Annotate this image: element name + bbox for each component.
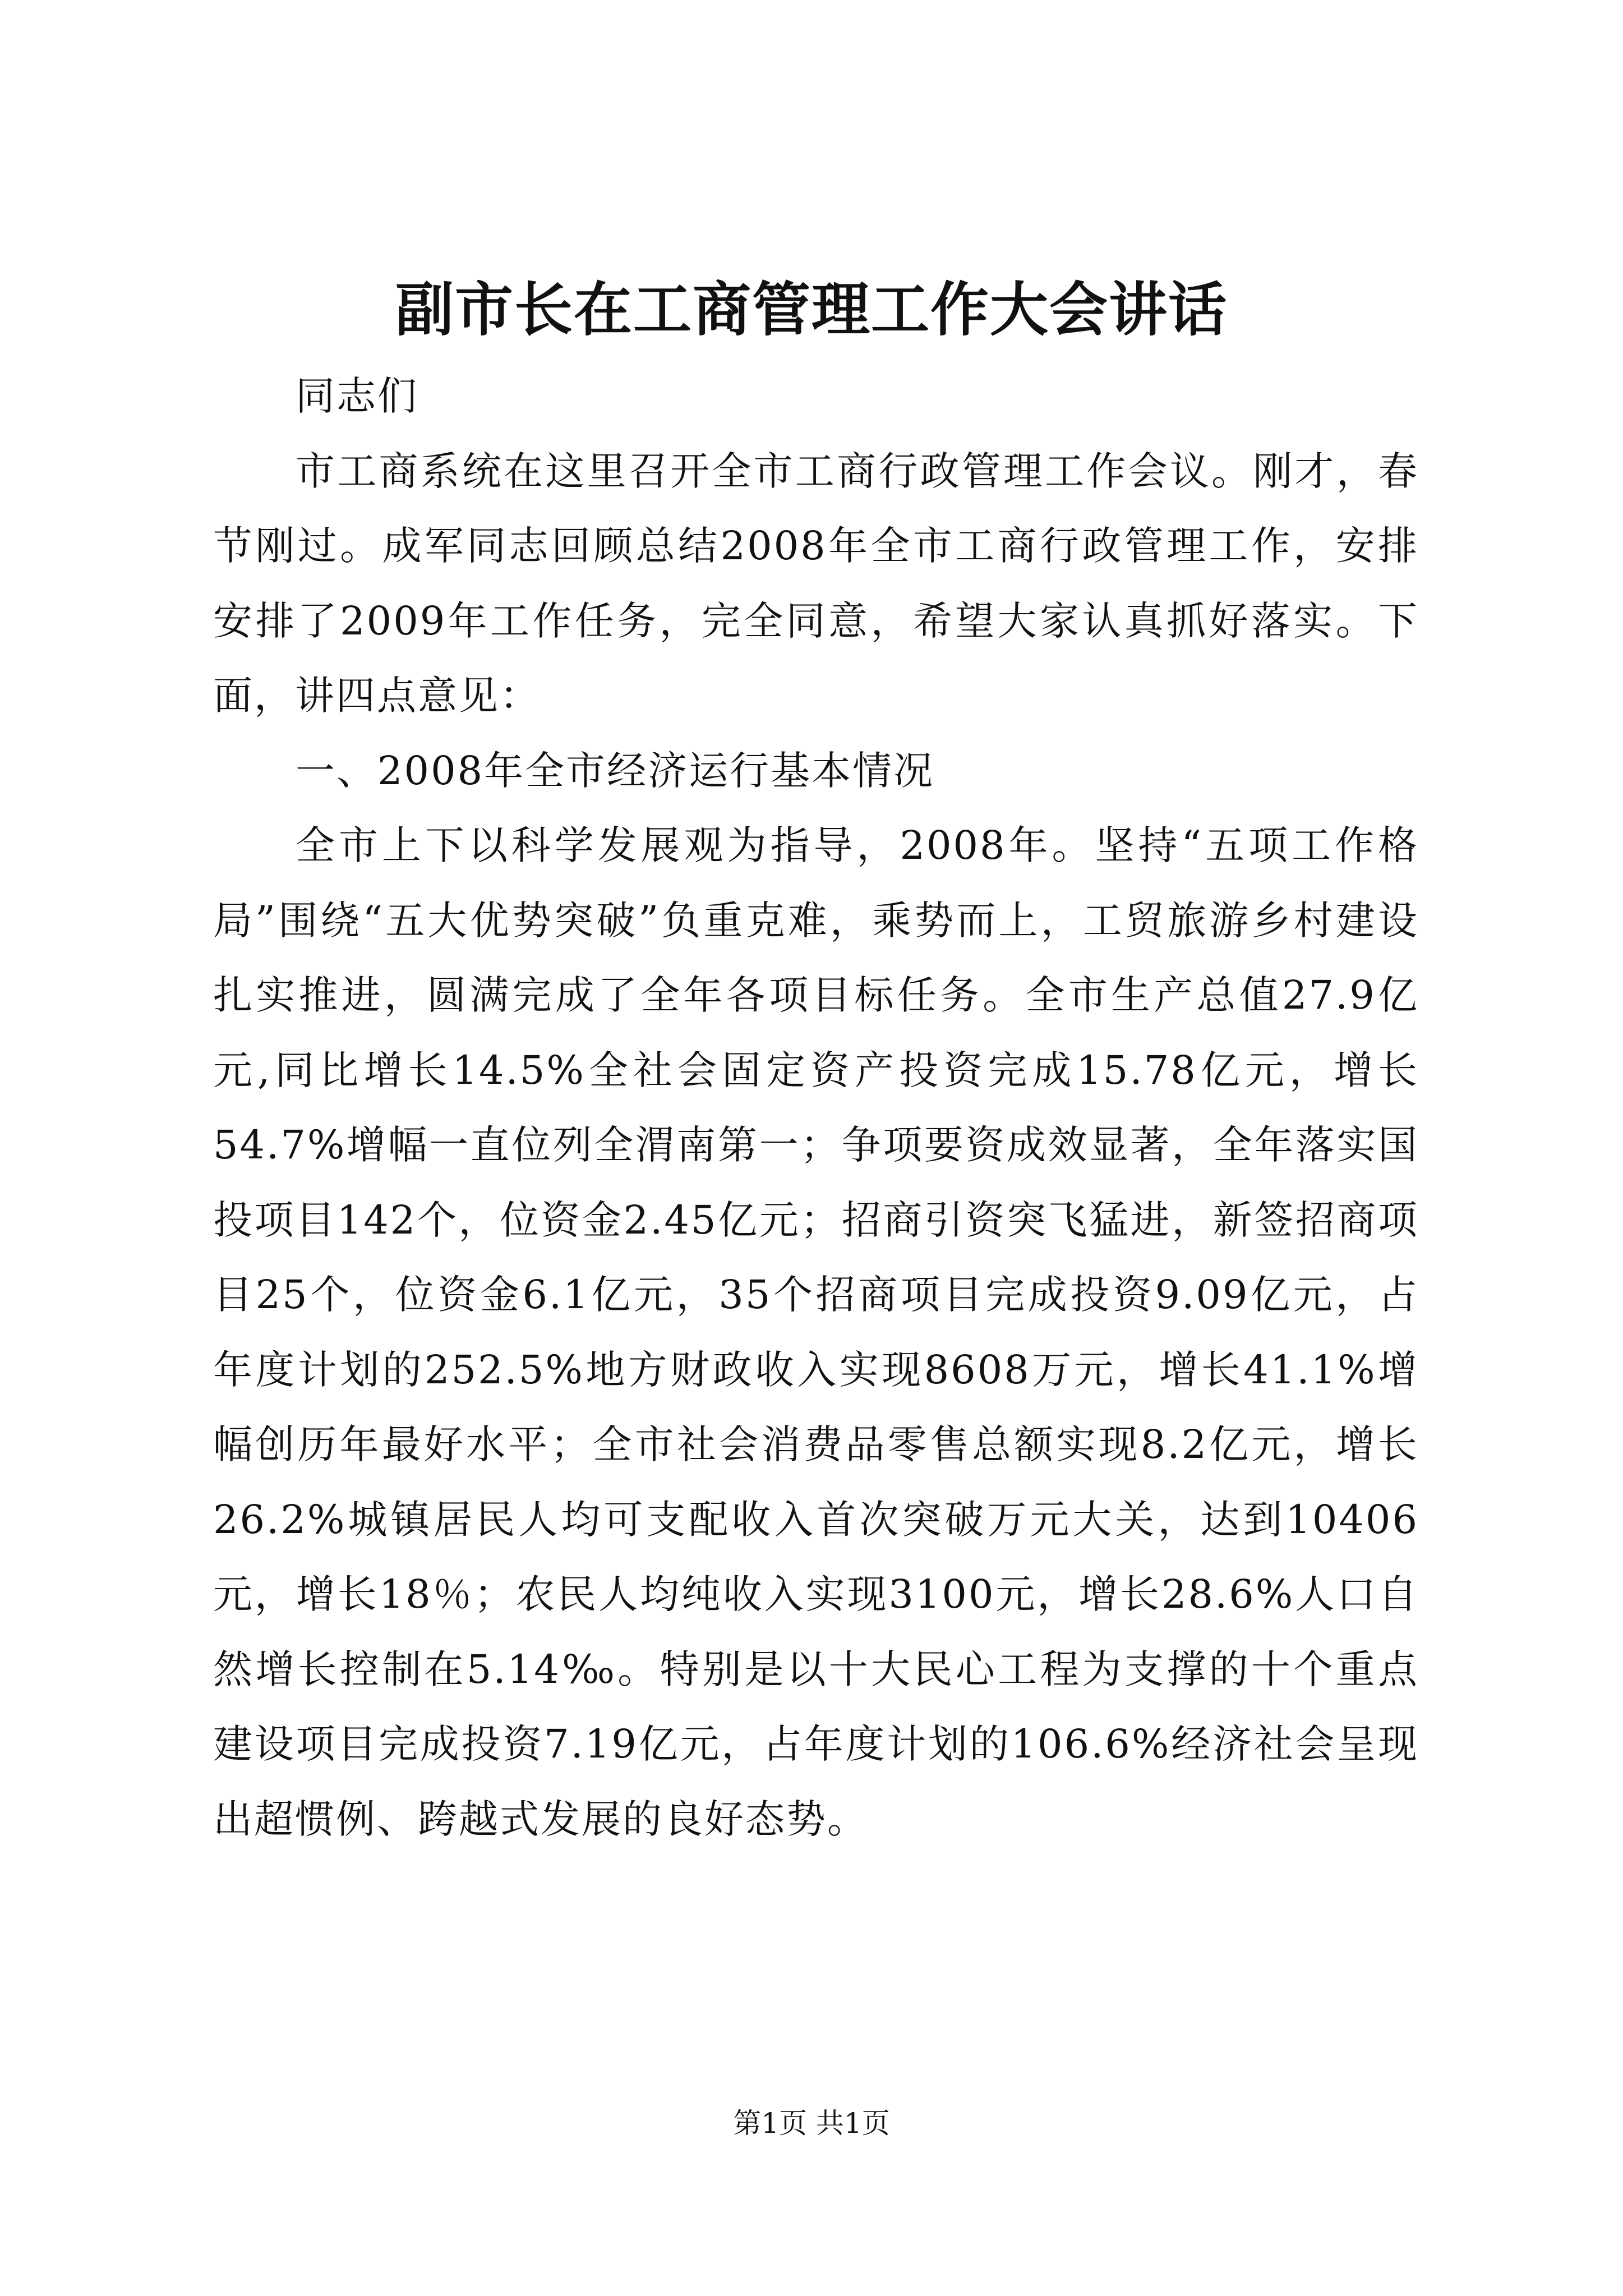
section-heading: 一、2008年全市经济运行基本情况 bbox=[296, 747, 935, 794]
paragraph: 市工商系统在这里召开全市工商行政管理工作会议。刚才，春节刚过。成军同志回顾总结2008年全市工商行政管理工作，安排安排了2009年工作任务，完全同意，希望大家认真抓好落实。下面，讲四点意见： bbox=[213, 448, 1419, 719]
document-body bbox=[213, 359, 1419, 1857]
page-number-footer: 第1页 共1页 bbox=[733, 2107, 890, 2139]
salutation: 同志们 bbox=[296, 373, 418, 419]
paragraph: 全市上下以科学发展观为指导，2008年。坚持“五项工作格局”围绕“五大优势突破”负重克难，乘势而上，工贸旅游乡村建设扎实推进，圆满完成了全年各项目标任务。全市生产总值27.9亿元,同比增长14.5%全社会固定资产投资完成15.78亿元，增长54.7%增幅一直位列全渭南第一；争项要资成效显著，全年落实国投项目142个，位资金2.45亿元；招商引资突飞猛进，新签招商项目25个，位资金6.1亿元，35个招商项目完成投资9.09亿元，占年度计划的252.5%地方财政收入实现8608万元，增长41.1%增幅创历年最好水平；全市社会消费品零售总额实现8.2亿元，增长26.2%城镇居民人均可支配收入首次突破万元大关，达到10406元，增长18％；农民人均纯收入实现3100元，增长28.6%人口自然增长控制在5.14‰。特别是以十大民心工程为支撑的十个重点建设项目完成投资7.19亿元，占年度计划的106.6%经济社会呈现出超惯例、跨越式发展的良好态势。 bbox=[213, 822, 1419, 1842]
document-title: 副市长在工商管理工作大会讲话 bbox=[395, 275, 1228, 344]
